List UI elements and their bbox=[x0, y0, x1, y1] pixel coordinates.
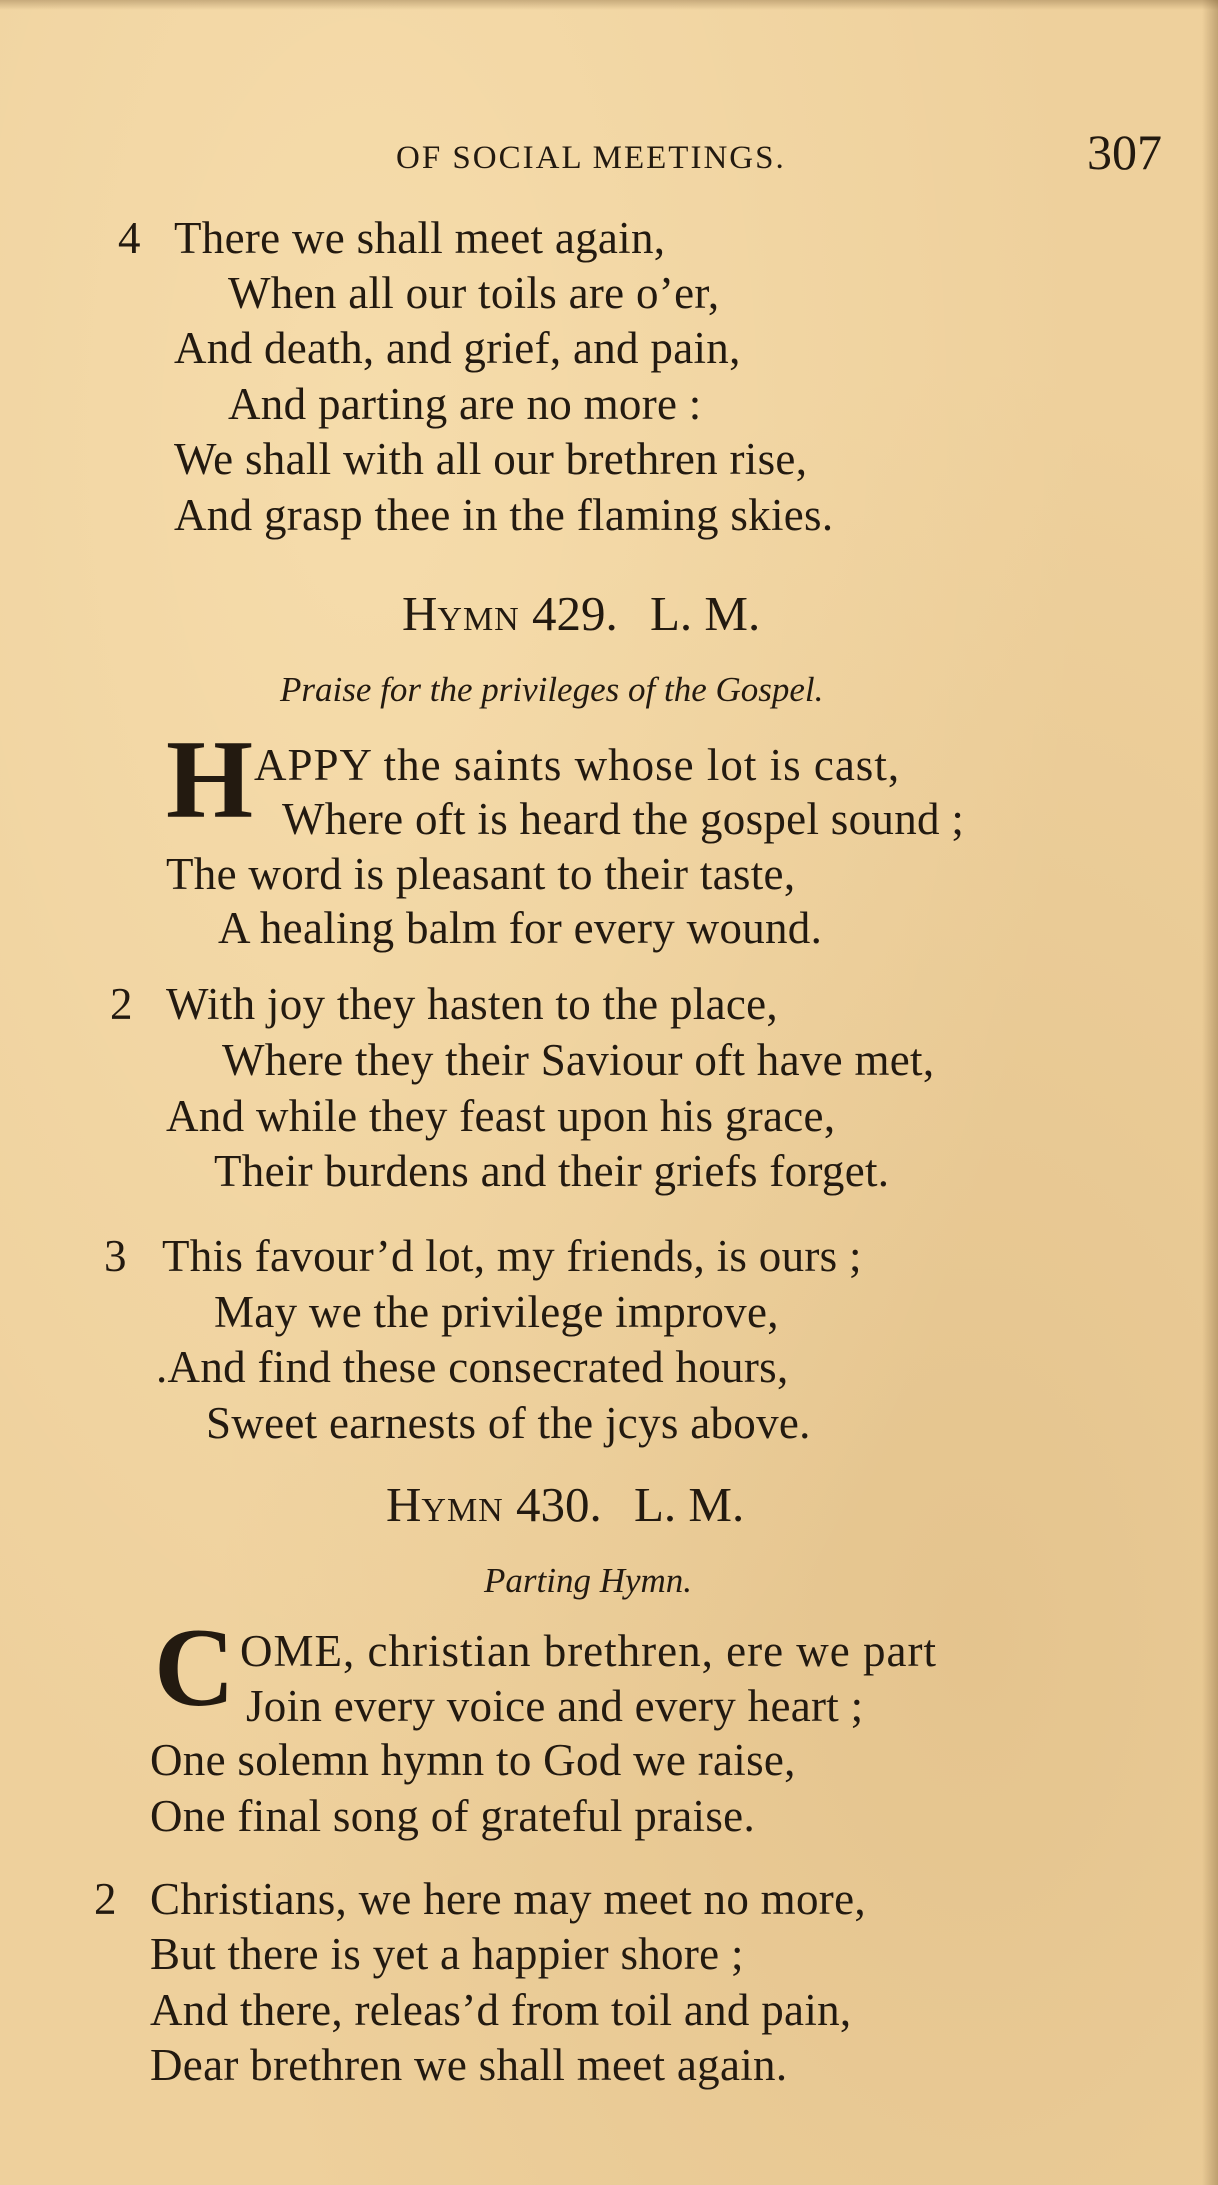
verse-line: APPY the saints whose lot is cast, bbox=[254, 740, 901, 790]
stanza-number: 3 bbox=[104, 1231, 127, 1281]
hymn-title-rest: YMN bbox=[437, 601, 520, 638]
hymn-title-rest: YMN bbox=[421, 1492, 504, 1529]
verse-line: When all our toils are o’er, bbox=[228, 268, 720, 318]
hymn-meter: L. M. bbox=[633, 1477, 745, 1532]
hymn-number: 429. bbox=[531, 586, 618, 641]
verse-line: One solemn hymn to God we raise, bbox=[150, 1735, 796, 1785]
hymn-title-initial: H bbox=[386, 1477, 422, 1532]
hymn-number: 430. bbox=[515, 1477, 602, 1532]
drop-cap: H bbox=[166, 718, 254, 842]
verse-line: The word is pleasant to their taste, bbox=[166, 849, 796, 899]
verse-line: OME, christian brethren, ere we part bbox=[240, 1626, 937, 1676]
verse-line: And grasp thee in the flaming skies. bbox=[174, 490, 834, 540]
hymn-subtitle: Praise for the privileges of the Gospel. bbox=[280, 670, 824, 709]
running-title: OF SOCIAL MEETINGS. bbox=[396, 140, 786, 176]
stanza-number: 2 bbox=[110, 979, 133, 1029]
page-edge-right bbox=[1202, 0, 1218, 2185]
verse-line: Sweet earnests of the jcys above. bbox=[206, 1398, 811, 1448]
hymn-subtitle: Parting Hymn. bbox=[484, 1561, 693, 1600]
verse-line: Where oft is heard the gospel sound ; bbox=[282, 794, 965, 844]
hymn-title bbox=[386, 1477, 744, 1539]
verse-line: .And find these consecrated hours, bbox=[156, 1342, 789, 1392]
hymn-title bbox=[402, 586, 760, 648]
verse-line: Their burdens and their griefs forget. bbox=[214, 1146, 890, 1196]
verse-line: May we the privilege improve, bbox=[214, 1287, 779, 1337]
verse-line: Where they their Saviour oft have met, bbox=[222, 1035, 935, 1085]
verse-line: And while they feast upon his grace, bbox=[166, 1091, 836, 1141]
verse-line: Dear brethren we shall meet again. bbox=[150, 2040, 788, 2090]
page-edge-top bbox=[0, 0, 1218, 10]
verse-line: And there, releas’d from toil and pain, bbox=[150, 1985, 852, 2035]
verse-line: This favour’d lot, my friends, is ours ; bbox=[162, 1231, 862, 1281]
drop-cap: C bbox=[154, 1606, 235, 1730]
verse-line: But there is yet a happier shore ; bbox=[150, 1929, 744, 1979]
verse-line: Join every voice and every heart ; bbox=[246, 1681, 864, 1731]
verse-line: There we shall meet again, bbox=[174, 213, 666, 263]
verse-line: And death, and grief, and pain, bbox=[174, 323, 741, 373]
hymn-meter: L. M. bbox=[649, 586, 761, 641]
hymn-title-initial: H bbox=[402, 586, 438, 641]
page-number: 307 bbox=[1087, 124, 1162, 180]
stanza-number: 2 bbox=[94, 1874, 117, 1924]
verse-line: A healing balm for every wound. bbox=[218, 903, 823, 953]
verse-line: We shall with all our brethren rise, bbox=[174, 434, 808, 484]
verse-line: One final song of grateful praise. bbox=[150, 1791, 755, 1841]
verse-line: Christians, we here may meet no more, bbox=[150, 1874, 866, 1924]
verse-line: And parting are no more : bbox=[228, 379, 702, 429]
stanza-number: 4 bbox=[118, 213, 141, 263]
verse-line: With joy they hasten to the place, bbox=[166, 979, 778, 1029]
